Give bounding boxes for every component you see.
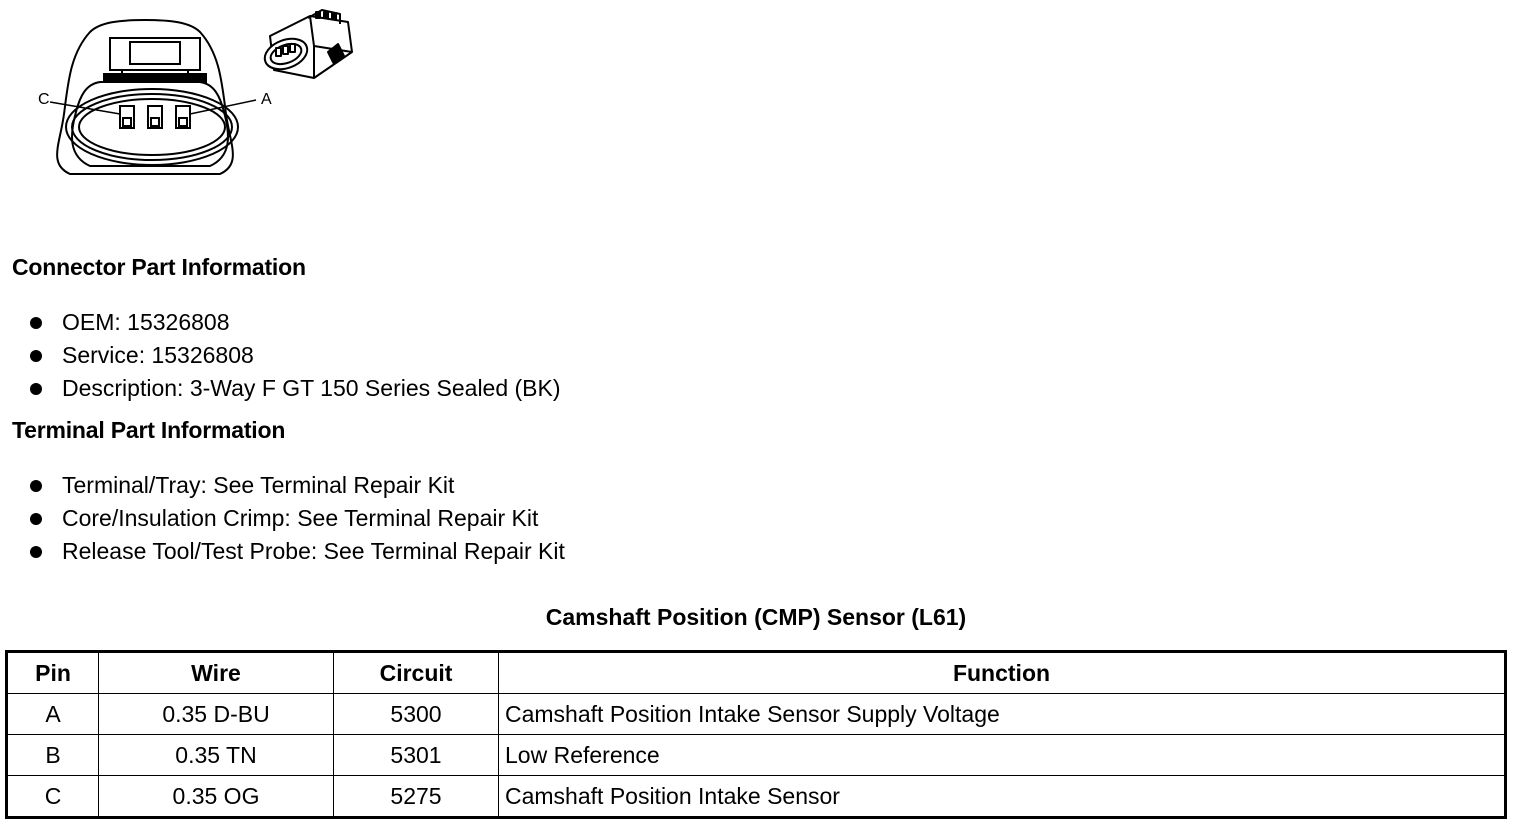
connector-part-information-heading: Connector Part Information [12,254,306,280]
header-circuit: Circuit [334,652,499,694]
cell-pin: B [7,735,99,776]
list-item: Terminal/Tray: See Terminal Repair Kit [28,469,565,502]
bullet-icon [30,480,42,492]
bullet-icon [30,513,42,525]
pinout-table [5,650,1507,819]
cell-wire: 0.35 OG [99,776,334,818]
terminal-part-list [28,469,565,568]
cell-circuit: 5300 [334,694,499,735]
table-title: Camshaft Position (CMP) Sensor (L61) [545,604,967,630]
terminal-part-information-heading: Terminal Part Information [12,417,286,443]
cell-pin: A [7,694,99,735]
table-row [7,694,1506,735]
connector-face-diagram [30,14,260,179]
bullet-icon [30,317,42,329]
table-header-row [7,652,1506,694]
header-wire: Wire [99,652,334,694]
connector-photo-image [252,8,362,86]
bullet-icon [30,546,42,558]
table-row [7,735,1506,776]
list-item: OEM: 15326808 [28,306,561,339]
list-item: Description: 3-Way F GT 150 Series Sealed (BK) [28,372,561,405]
header-function: Function [499,652,1506,694]
pin-label-a: A [261,91,272,108]
cell-circuit: 5301 [334,735,499,776]
cell-pin: C [7,776,99,818]
cell-function: Camshaft Position Intake Sensor [499,776,1506,818]
connector-part-list [28,306,561,405]
list-item: Service: 15326808 [28,339,561,372]
bullet-icon [30,383,42,395]
cell-circuit: 5275 [334,776,499,818]
bullet-icon [30,350,42,362]
pin-label-c: C [38,91,50,108]
cell-function: Camshaft Position Intake Sensor Supply Voltage [499,694,1506,735]
cell-function: Low Reference [499,735,1506,776]
cell-wire: 0.35 D-BU [99,694,334,735]
cell-wire: 0.35 TN [99,735,334,776]
header-pin: Pin [7,652,99,694]
list-item: Release Tool/Test Probe: See Terminal Repair Kit [28,535,565,568]
list-item: Core/Insulation Crimp: See Terminal Repair Kit [28,502,565,535]
table-row [7,776,1506,818]
